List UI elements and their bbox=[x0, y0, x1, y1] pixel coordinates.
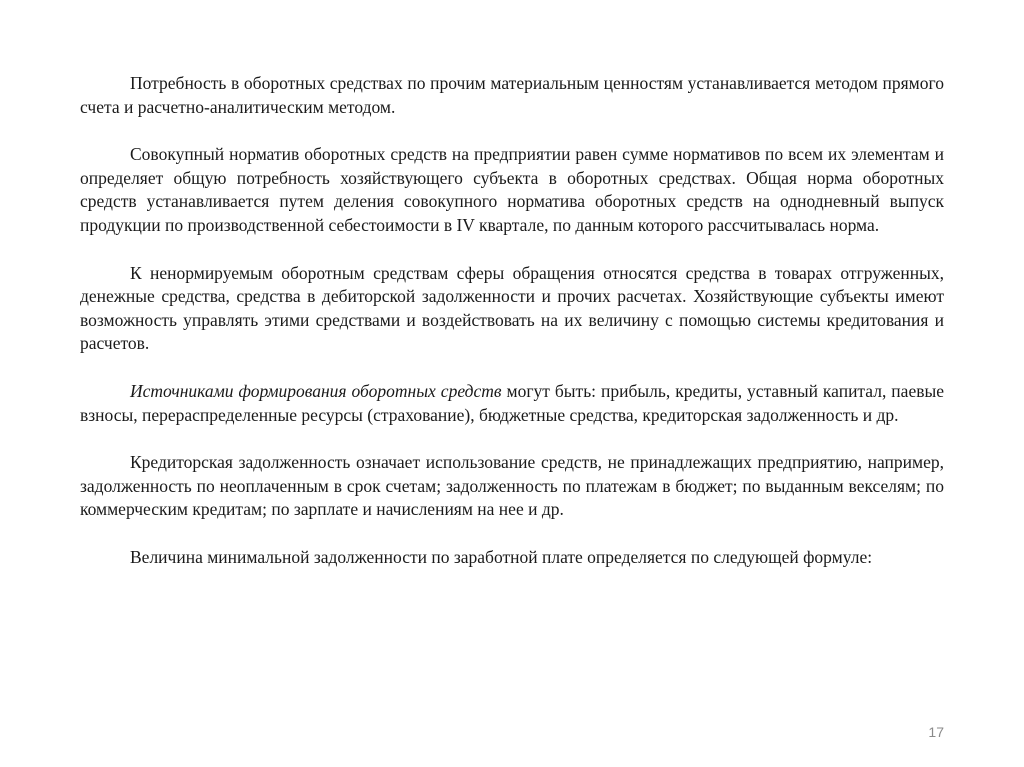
paragraph-text: Величина минимальной задолженности по заработной плате определяется по следующей формуле: bbox=[130, 546, 873, 567]
paragraph-funding-sources bbox=[80, 380, 944, 427]
paragraph-text: Потребность в оборотных средствах по прочим материальным ценностям устанавливается методом прямого счета и расчетно-аналитическим методом. bbox=[80, 73, 944, 117]
paragraph-text: могут быть: прибыль, кредиты, уставный капитал, паевые взносы, перераспределенные ресурсы (страхование), бюджетные средства, кредиторская задолженность и др. bbox=[80, 380, 944, 425]
paragraph-min-wage-debt bbox=[80, 546, 944, 570]
paragraph-non-normalized-assets bbox=[80, 262, 944, 356]
paragraph-text: Совокупный норматив оборотных средств на предприятии равен сумме нормативов по всем их элементам и определяет общую потребность хозяйствующего субъекта в оборотных средствах. Общая норма оборотных средств устанавливается путем деления совокупного норматива оборотных средств на однодневный выпуск продукции по производственной себестоимости в IV квартале, по данным которого рассчитывалась норма. bbox=[80, 144, 944, 235]
paragraph-total-norm bbox=[80, 143, 944, 237]
slide-body bbox=[80, 72, 944, 594]
paragraph-italic-term: Источниками формирования оборотных средств bbox=[130, 380, 502, 401]
paragraph-accounts-payable bbox=[80, 451, 944, 522]
paragraph-working-capital-need bbox=[80, 72, 944, 119]
paragraph-text: К ненормируемым оборотным средствам сферы обращения относятся средства в товарах отгруженных, денежные средства, средства в дебиторской задолженности и прочих расчетах. Хозяйствующие субъекты имеют возможность управлять этими средствами и воздействовать на их величину с помощью системы кредитования и расчетов. bbox=[80, 262, 944, 354]
paragraph-text: Кредиторская задолженность означает использование средств, не принадлежащих предприятию, например, задолженность по неоплаченным в срок счетам; задолженность по платежам в бюджет; по выданным векселям; по коммерческим кредитам; по зарплате и начислениям на нее и др. bbox=[80, 452, 944, 520]
page-number: 17 bbox=[928, 724, 944, 740]
